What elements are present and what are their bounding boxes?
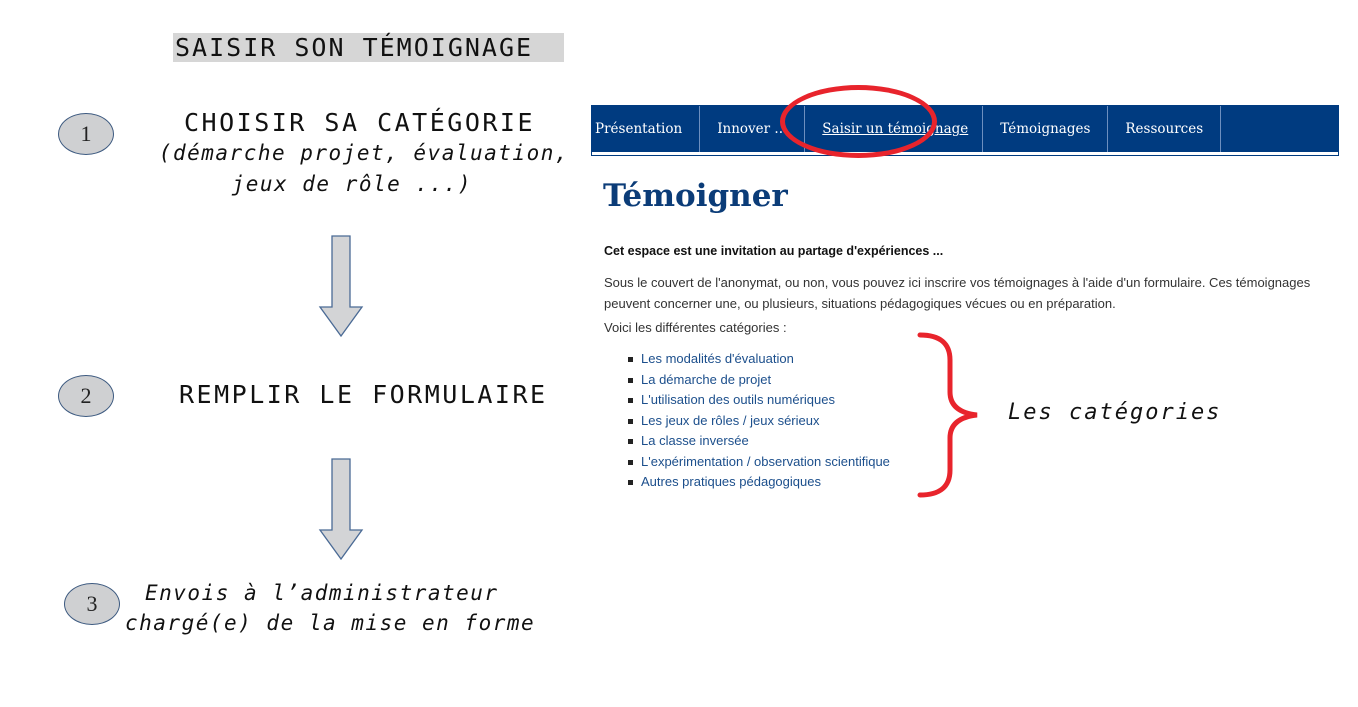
- category-list: [628, 349, 890, 493]
- step-1-subtitle-line1: (démarche projet, évaluation,: [158, 141, 569, 165]
- page-lead: Cet espace est une invitation au partage d'expériences ...: [604, 244, 944, 258]
- step-1-badge: 1: [58, 113, 114, 155]
- step-3-badge: 3: [64, 583, 120, 625]
- tutorial-title: SAISIR SON TÉMOIGNAGE: [173, 33, 564, 62]
- page-paragraph: Sous le couvert de l'anonymat, ou non, vous pouvez ici inscrire vos témoignages à l'aide d'un formulaire. Ces témoignages peuvent concerner une, ou plusieurs, situations pédagogiques vécues ou en préparation.: [604, 275, 1311, 311]
- categories-intro: Voici les différentes catégories :: [604, 320, 787, 335]
- nav-item-innover[interactable]: Innover ...: [700, 106, 805, 152]
- step-1-subtitle-line2: jeux de rôle ...): [231, 172, 472, 196]
- down-arrow-icon: [318, 235, 364, 338]
- nav-item-temoignages[interactable]: Témoignages: [983, 106, 1108, 152]
- category-link-autres[interactable]: Autres pratiques pédagogiques: [628, 472, 890, 493]
- page-title: Témoigner: [603, 178, 788, 214]
- step-1-heading: CHOISIR SA CATÉGORIE: [184, 108, 536, 137]
- category-link-projet[interactable]: La démarche de projet: [628, 370, 890, 391]
- step-3-line2: chargé(e) de la mise en forme: [125, 611, 536, 635]
- nav-item-ressources[interactable]: Ressources: [1108, 106, 1221, 152]
- nav-item-presentation[interactable]: Présentation: [592, 106, 700, 152]
- highlight-oval: [780, 85, 937, 158]
- step-2-heading: REMPLIR LE FORMULAIRE: [179, 380, 548, 409]
- categories-annotation: Les catégories: [1008, 400, 1222, 425]
- category-link-experimentation[interactable]: L'expérimentation / observation scientifique: [628, 452, 890, 473]
- category-link-classe-inversee[interactable]: La classe inversée: [628, 431, 890, 452]
- nav-item-saisir-temoignage[interactable]: Saisir un témoignage: [805, 106, 983, 152]
- curly-brace-icon: [915, 330, 985, 500]
- category-link-jeux-roles[interactable]: Les jeux de rôles / jeux sérieux: [628, 411, 890, 432]
- down-arrow-icon: [318, 458, 364, 561]
- step-3-line1: Envois à l’administrateur: [145, 581, 499, 605]
- main-nav: [592, 106, 1338, 155]
- category-link-evaluation[interactable]: Les modalités d'évaluation: [628, 349, 890, 370]
- category-link-outils-numeriques[interactable]: L'utilisation des outils numériques: [628, 390, 890, 411]
- step-2-badge: 2: [58, 375, 114, 417]
